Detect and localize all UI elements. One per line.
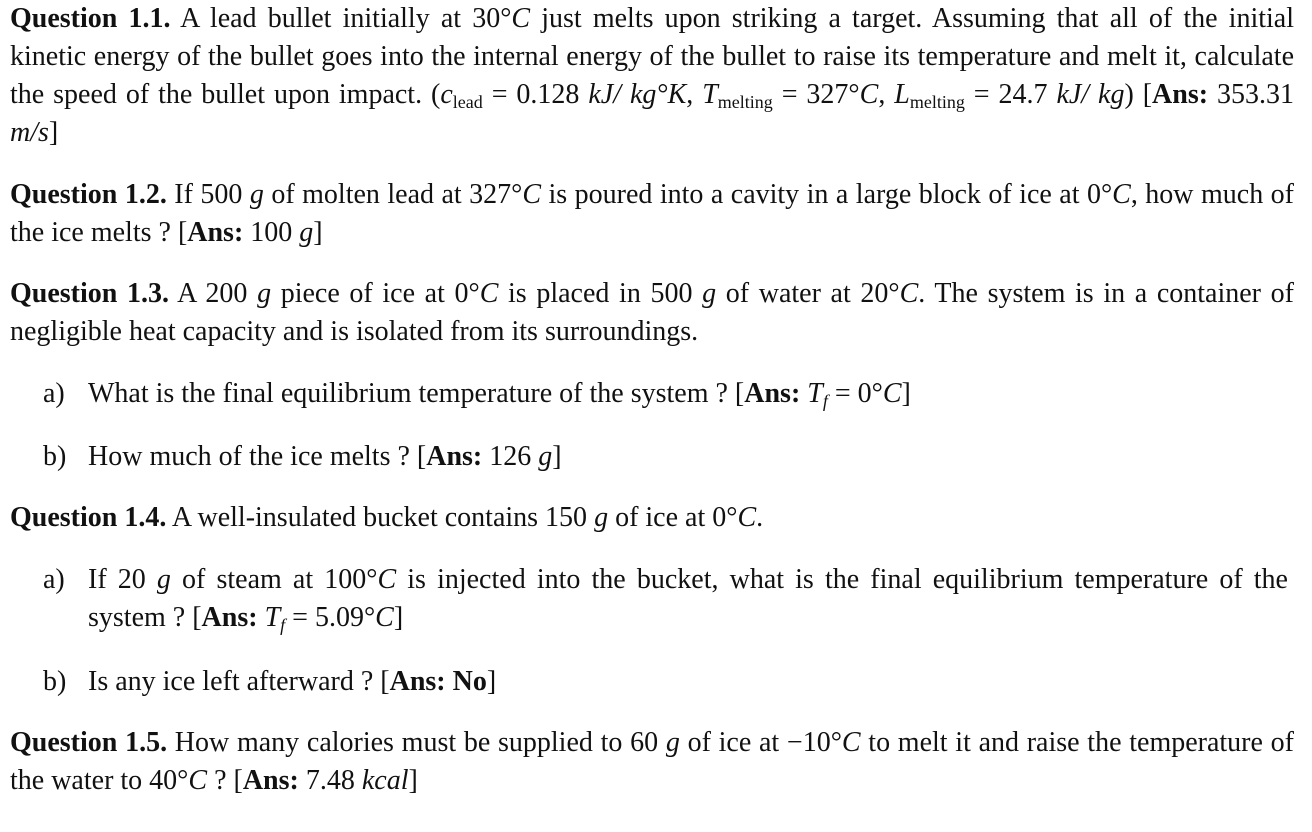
answer: [Ans: 353.31 m/s] — [10, 79, 1294, 148]
question-label: Question 1.4. — [10, 502, 167, 533]
part-label: a) — [43, 378, 65, 409]
question-1-1: Question 1.1. A lead bullet initially at 30°C just melts upon striking a target. Assuming that all of the initial kinetic energy of the bullet goes into the internal energy of the bullet to raise its temperature and melt it, calculate the speed of the bullet upon impact. ($c_{lead} = 0.128$ kJ/ kg°K, $T_{melting} = 327^\circ C$, $L_{melting} = 24.7$ kJ/ kg) [Ans: 353.31 m/s] — [10, 3, 1294, 148]
part-label: b) — [43, 666, 67, 697]
question-label: Question 1.1. — [10, 3, 171, 34]
part-label: a) — [43, 564, 65, 595]
question-label: Question 1.3. — [10, 278, 169, 309]
question-1-5: Question 1.5. How many calories must be supplied to 60 g of ice at −10°C to melt it and raise the temperature of the water to 40°C ? [Ans: 7.48 kcal] — [10, 727, 1294, 796]
question-label: Question 1.2. — [10, 179, 167, 210]
question-1-4-part-a: a) If 20 g of steam at 100°C is injected into the bucket, what is the final equilibrium temperature of the system ? [Ans: $T_f = 5.09^\circ C$] — [43, 561, 1294, 637]
question-1-3: Question 1.3. A 200 g piece of ice at 0°C is placed in 500 g of water at 20°C. The system is in a container of negligible heat capacity and is isolated from its surroundings. — [10, 278, 1294, 347]
question-1-3-part-a: a) What is the final equilibrium temperature of the system ? [Ans: $T_f = 0^\circ C$] — [43, 375, 1294, 413]
part-label: b) — [43, 441, 67, 472]
answer: [Ans: $T_f = 0^\circ C$] — [734, 378, 911, 411]
answer: [Ans: 126 g] — [416, 441, 562, 472]
answer: [Ans: 7.48 kcal] — [233, 765, 418, 796]
question-1-3-part-b: b) How much of the ice melts ? [Ans: 126 g] — [43, 438, 1294, 476]
question-1-4: Question 1.4. A well-insulated bucket contains 150 g of ice at 0°C. — [10, 502, 764, 533]
question-1-4-part-b: b) Is any ice left afterward ? [Ans: No] — [43, 663, 1294, 701]
question-1-2: Question 1.2. If 500 g of molten lead at 327°C is poured into a cavity in a large block of ice at 0°C, how much of the ice melts ? [Ans: 100 g] — [10, 179, 1294, 248]
answer: [Ans: No] — [380, 666, 497, 697]
question-label: Question 1.5. — [10, 727, 168, 758]
answer: [Ans: 100 g] — [177, 217, 323, 248]
answer: [Ans: $T_f = 5.09^\circ C$] — [192, 602, 404, 635]
